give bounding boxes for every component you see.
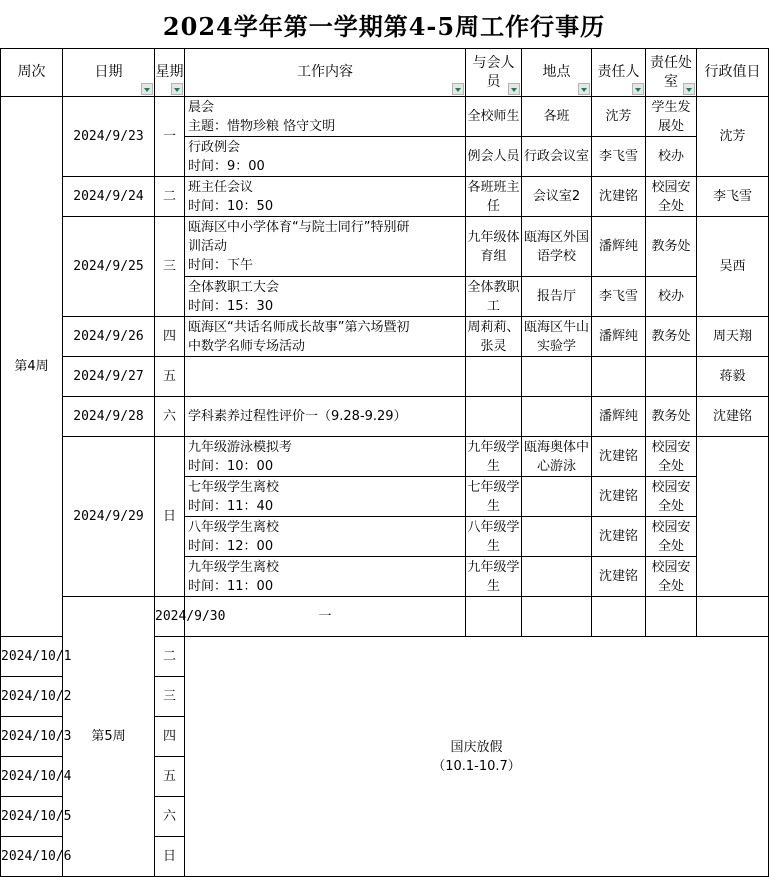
- event-dept: 校园安全处: [646, 557, 697, 597]
- duty-cell: 沈建铭: [697, 397, 769, 437]
- week-cell: 第5周: [63, 597, 155, 877]
- date-cell: 2024/9/30: [155, 597, 185, 637]
- event-content: [185, 357, 466, 397]
- event-owner: 沈建铭: [592, 557, 646, 597]
- weekday-cell: 六: [155, 397, 185, 437]
- event-location: 各班: [522, 97, 592, 137]
- filter-dropdown-icon[interactable]: [632, 83, 644, 95]
- event-attendees: 九年级体育组: [466, 217, 522, 277]
- event-attendees: 全体教职工: [466, 277, 522, 317]
- holiday-cell: [185, 637, 769, 877]
- duty-cell: 蒋毅: [697, 357, 769, 397]
- event-content: 八年级学生离校 时间：12：00: [185, 517, 466, 557]
- event-content: 七年级学生离校 时间：11：40: [185, 477, 466, 517]
- event-attendees: 七年级学生: [466, 477, 522, 517]
- weekday-cell: 六: [155, 797, 185, 837]
- duty-cell: [697, 437, 769, 597]
- event-location: [522, 517, 592, 557]
- event-attendees: 全校师生: [466, 97, 522, 137]
- event-content: [466, 597, 522, 637]
- duty-cell: 沈芳: [697, 97, 769, 177]
- date-cell: 2024/10/6: [1, 837, 63, 877]
- event-content: 九年级游泳模拟考 时间：10：00: [185, 437, 466, 477]
- event-owner: [646, 597, 697, 637]
- event-owner: 沈建铭: [592, 517, 646, 557]
- event-location: 瓯海奥体中心游泳: [522, 437, 592, 477]
- event-attendees: 周莉莉、张灵: [466, 317, 522, 357]
- event-content: 行政例会 时间：9：00: [185, 137, 466, 177]
- holiday-title: 国庆放假: [450, 739, 503, 755]
- weekday-cell: 五: [155, 757, 185, 797]
- event-owner: 沈建铭: [592, 437, 646, 477]
- header-location: 地点: [522, 49, 592, 97]
- weekday-cell: 一: [155, 97, 185, 177]
- event-dept: 教务处: [646, 397, 697, 437]
- date-cell: 2024/10/1: [1, 637, 63, 677]
- header-attendees: 与会人员: [466, 49, 522, 97]
- weekday-cell: 一: [185, 597, 466, 637]
- event-content: 班主任会议 时间：10：50: [185, 177, 466, 217]
- event-dept: 校园安全处: [646, 477, 697, 517]
- event-content: 瓯海区中小学体育“与院士同行”特别研 训活动 时间：下午: [185, 217, 466, 277]
- filter-dropdown-icon[interactable]: [141, 83, 153, 95]
- duty-cell: 周天翔: [697, 317, 769, 357]
- weekday-cell: 日: [155, 437, 185, 597]
- weekday-cell: 四: [155, 317, 185, 357]
- event-location: [522, 357, 592, 397]
- weekday-cell: 四: [155, 717, 185, 757]
- page-title: 2024学年第一学期第4-5周工作行事历: [162, 11, 606, 41]
- event-dept: 教务处: [646, 217, 697, 277]
- holiday-range: （10.1-10.7）: [432, 758, 521, 774]
- schedule-table: [0, 48, 769, 877]
- event-content: 晨会 主题：惜物珍粮 恪守文明: [185, 97, 466, 137]
- event-location: [522, 397, 592, 437]
- event-owner: 李飞雪: [592, 137, 646, 177]
- table-row: [1, 597, 769, 637]
- event-location: 会议室2: [522, 177, 592, 217]
- table-row: [1, 177, 769, 217]
- header-dept: 责任处室: [646, 49, 697, 97]
- event-attendees: [466, 357, 522, 397]
- event-owner: 沈建铭: [592, 477, 646, 517]
- event-owner: 潘辉纯: [592, 317, 646, 357]
- date-cell: 2024/9/25: [63, 217, 155, 317]
- event-location: [522, 557, 592, 597]
- event-attendees: 各班班主任: [466, 177, 522, 217]
- table-row: [1, 217, 769, 277]
- header-date: 日期: [63, 49, 155, 97]
- date-cell: 2024/9/24: [63, 177, 155, 217]
- header-content: 工作内容: [185, 49, 466, 97]
- weekday-cell: 三: [155, 217, 185, 317]
- table-row: [1, 397, 769, 437]
- filter-dropdown-icon[interactable]: [452, 83, 464, 95]
- date-cell: 2024/9/26: [63, 317, 155, 357]
- weekday-cell: 二: [155, 637, 185, 677]
- weekday-cell: 二: [155, 177, 185, 217]
- event-owner: 潘辉纯: [592, 397, 646, 437]
- weekday-cell: 五: [155, 357, 185, 397]
- date-cell: 2024/9/28: [63, 397, 155, 437]
- header-owner: 责任人: [592, 49, 646, 97]
- event-location: 瓯海区外国语学校: [522, 217, 592, 277]
- duty-cell: 李飞雪: [697, 177, 769, 217]
- event-attendees: 九年级学生: [466, 437, 522, 477]
- event-content: 全体教职工大会 时间：15：30: [185, 277, 466, 317]
- filter-dropdown-icon[interactable]: [171, 83, 183, 95]
- header-row: [1, 49, 769, 97]
- event-attendees: 九年级学生: [466, 557, 522, 597]
- event-attendees: [522, 597, 592, 637]
- event-dept: [697, 597, 769, 637]
- table-row: [1, 317, 769, 357]
- event-location: [592, 597, 646, 637]
- event-location: 报告厅: [522, 277, 592, 317]
- date-cell: 2024/10/5: [1, 797, 63, 837]
- event-location: 瓯海区牛山实验学: [522, 317, 592, 357]
- header-duty: 行政值日: [697, 49, 769, 97]
- event-owner: 沈芳: [592, 97, 646, 137]
- event-dept: 校园安全处: [646, 517, 697, 557]
- event-dept: 校办: [646, 277, 697, 317]
- event-dept: 校园安全处: [646, 437, 697, 477]
- header-weekday: 星期: [155, 49, 185, 97]
- filter-dropdown-icon[interactable]: [508, 83, 520, 95]
- date-cell: 2024/10/4: [1, 757, 63, 797]
- event-dept: 学生发展处: [646, 97, 697, 137]
- table-row: [1, 357, 769, 397]
- event-content: 九年级学生离校 时间：11：00: [185, 557, 466, 597]
- date-cell: 2024/9/27: [63, 357, 155, 397]
- event-location: 行政会议室: [522, 137, 592, 177]
- weekday-cell: 三: [155, 677, 185, 717]
- filter-dropdown-icon[interactable]: [578, 83, 590, 95]
- date-cell: 2024/9/23: [63, 97, 155, 177]
- event-dept: 校办: [646, 137, 697, 177]
- event-content: 学科素养过程性评价一（9.28-9.29）: [185, 397, 466, 437]
- weekday-cell: 日: [155, 837, 185, 877]
- event-owner: 潘辉纯: [592, 217, 646, 277]
- filter-dropdown-icon[interactable]: [683, 83, 695, 95]
- event-dept: [646, 357, 697, 397]
- event-dept: 校园安全处: [646, 177, 697, 217]
- week-cell: 第4周: [1, 97, 63, 637]
- duty-cell: 吴西: [697, 217, 769, 317]
- header-week: 周次: [1, 49, 63, 97]
- table-row: [1, 97, 769, 137]
- event-owner: [592, 357, 646, 397]
- event-owner: 李飞雪: [592, 277, 646, 317]
- date-cell: 2024/10/3: [1, 717, 63, 757]
- date-cell: 2024/9/29: [63, 437, 155, 597]
- date-cell: 2024/10/2: [1, 677, 63, 717]
- event-content: 瓯海区“共话名师成长故事”第六场暨初 中数学名师专场活动: [185, 317, 466, 357]
- table-row: [1, 437, 769, 477]
- event-attendees: 八年级学生: [466, 517, 522, 557]
- event-location: [522, 477, 592, 517]
- event-attendees: 例会人员: [466, 137, 522, 177]
- event-attendees: [466, 397, 522, 437]
- event-dept: 教务处: [646, 317, 697, 357]
- event-owner: 沈建铭: [592, 177, 646, 217]
